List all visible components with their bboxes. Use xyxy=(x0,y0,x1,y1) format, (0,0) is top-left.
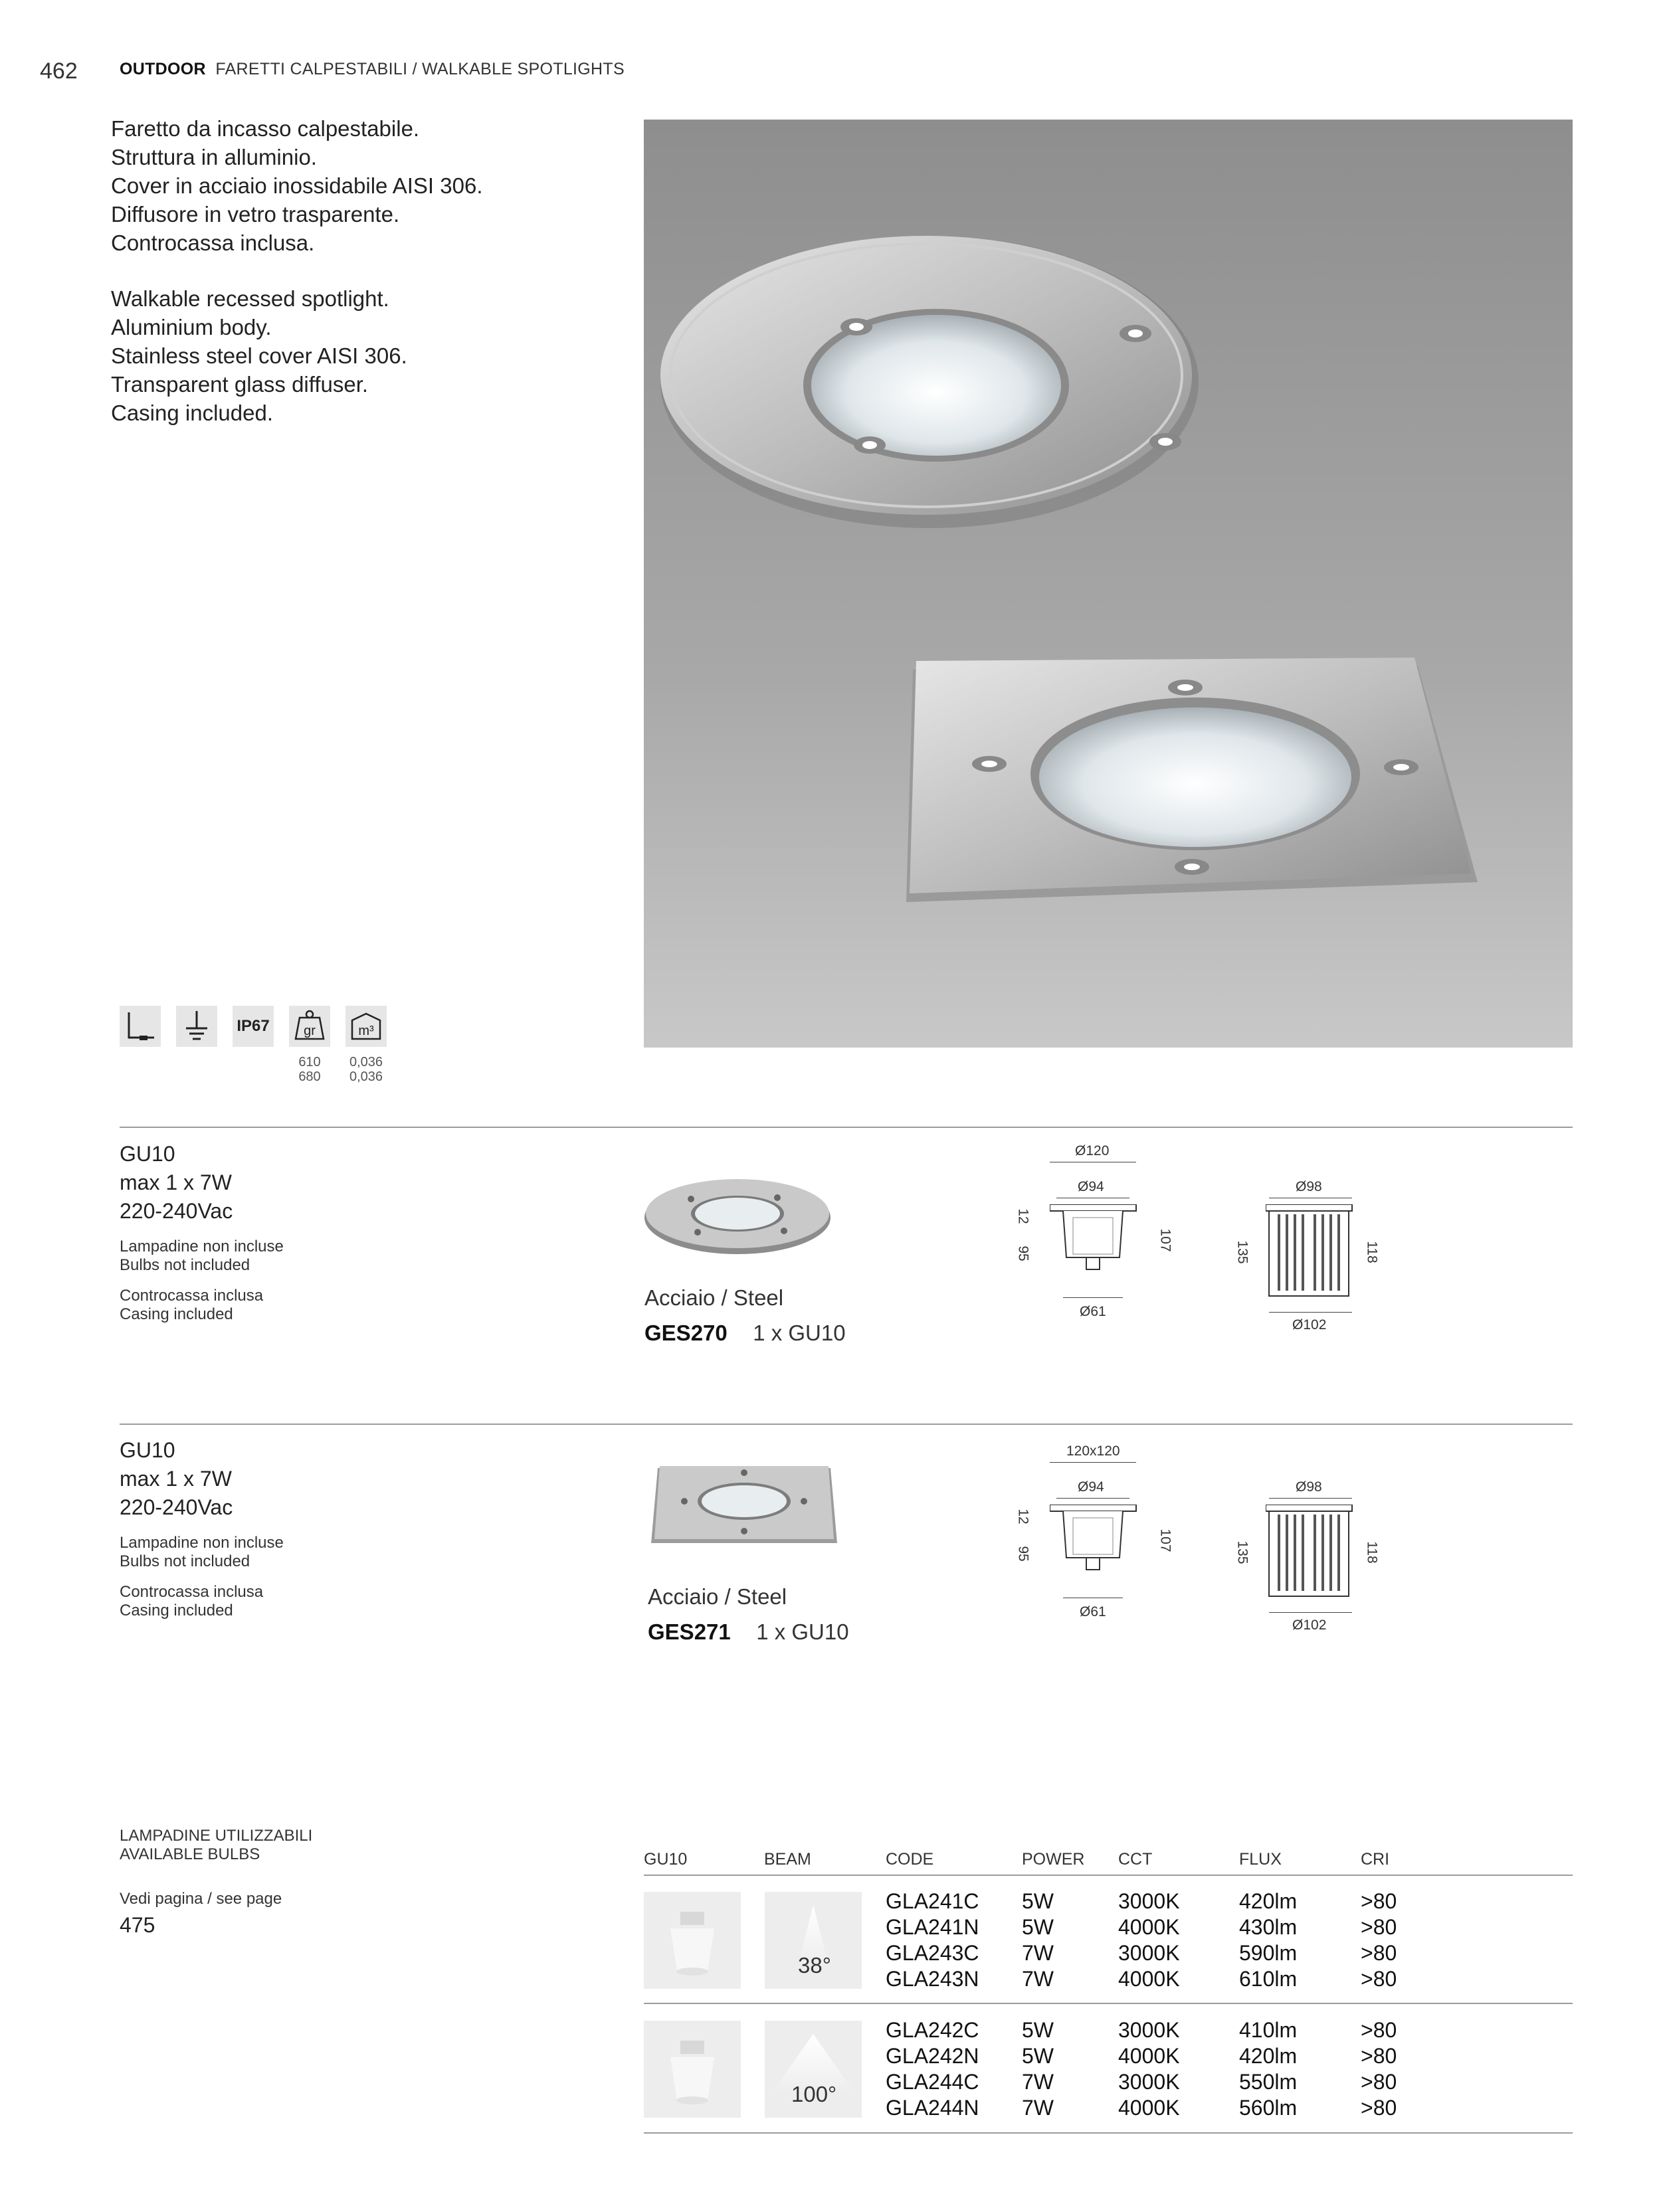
ground-icon xyxy=(176,1006,217,1047)
dim-casing-h1: 135 xyxy=(1234,1240,1250,1264)
dim-casing-h2: 118 xyxy=(1364,1241,1380,1263)
product-material: Acciaio / Steel xyxy=(648,1584,787,1609)
gu10-bulb-image xyxy=(644,1892,741,1989)
section-title: OUTDOOR xyxy=(120,60,206,78)
bulb-code: GLA241N xyxy=(886,1915,979,1939)
dim-casing-top: Ø98 xyxy=(1296,1479,1322,1495)
bulbs-page-ref[interactable]: 475 xyxy=(120,1913,155,1937)
col-header-cri: CRI xyxy=(1361,1850,1390,1869)
volume-values: 0,036 0,036 xyxy=(349,1055,383,1084)
bulb-fluxes: 410lm 420lm 550lm 560lm xyxy=(1239,2018,1298,2120)
bulb-ccts: 3000K 4000K 3000K 4000K xyxy=(1118,1889,1180,1991)
table-bottom-divider xyxy=(644,2132,1573,2134)
product-code-line xyxy=(644,1321,846,1346)
bulb-code: GLA243C xyxy=(886,1941,979,1965)
dim-h-body: 95 xyxy=(1015,1245,1031,1261)
gu10-bulb-image xyxy=(644,2021,741,2118)
beam-angle-38 xyxy=(765,1892,862,1989)
ip-rating-label: IP67 xyxy=(237,1017,270,1035)
bulb-code: GLA244N xyxy=(886,2096,979,2120)
product-quantity: 1 x GU10 xyxy=(756,1619,849,1644)
product-thumbnail-square xyxy=(648,1465,840,1551)
bulb-powers: 5W 5W 7W 7W xyxy=(1022,1889,1054,1991)
col-header-cct: CCT xyxy=(1118,1850,1153,1869)
table-group-divider xyxy=(644,2003,1573,2004)
bulb-codes xyxy=(886,1889,979,1992)
product-description xyxy=(111,114,483,454)
bulbs-title: LAMPADINE UTILIZZABILI AVAILABLE BULBS xyxy=(120,1827,313,1863)
dim-h-body: 95 xyxy=(1015,1546,1031,1562)
dim-casing-h2: 118 xyxy=(1364,1541,1380,1564)
beam-angle-100 xyxy=(765,2021,862,2118)
description-italian: Faretto da incasso calpestabile. Struttura in alluminio. Cover in acciaio inossidabile AISI 306. Diffusore in vetro trasparente. Controcassa inclusa. xyxy=(111,116,483,255)
dim-outer: Ø120 xyxy=(1075,1143,1110,1158)
bulb-fluxes: 420lm 430lm 590lm 610lm xyxy=(1239,1889,1298,1991)
divider xyxy=(120,1127,1573,1128)
recessed-icon xyxy=(120,1006,161,1047)
bulb-ccts: 3000K 4000K 3000K 4000K xyxy=(1118,2018,1180,2120)
col-header-beam: BEAM xyxy=(764,1850,811,1869)
table-header-divider xyxy=(644,1875,1573,1876)
bulb-codes xyxy=(886,2017,979,2121)
dim-casing-bottom: Ø102 xyxy=(1292,1617,1327,1633)
bulb-powers: 5W 5W 7W 7W xyxy=(1022,2018,1054,2120)
col-header-code: CODE xyxy=(886,1850,934,1869)
dim-casing-bottom: Ø102 xyxy=(1292,1317,1327,1333)
product-photo xyxy=(644,120,1573,1048)
dim-casing-top: Ø98 xyxy=(1296,1179,1322,1194)
weight-values: 610 680 xyxy=(298,1055,321,1084)
dim-bottom: Ø61 xyxy=(1080,1604,1106,1619)
bulb-code: GLA243N xyxy=(886,1967,979,1991)
section-subtitle: FARETTI CALPESTABILI / WALKABLE SPOTLIGHTS xyxy=(215,60,625,78)
beam-angle-label: 100° xyxy=(791,2082,837,2106)
volume-icon xyxy=(345,1006,387,1047)
description-english: Walkable recessed spotlight. Aluminium body. Stainless steel cover AISI 306. Transparent glass diffuser. Casing included. xyxy=(111,286,407,425)
bulb-code: GLA244C xyxy=(886,2070,979,2094)
page-header xyxy=(120,60,625,79)
page-number: 462 xyxy=(40,58,78,84)
product-thumbnail-round xyxy=(638,1172,837,1259)
product-code: GES271 xyxy=(648,1619,731,1644)
dim-h-top: 12 xyxy=(1015,1208,1031,1224)
col-header-power: POWER xyxy=(1022,1850,1085,1869)
product-spec: GU10 max 1 x 7W 220-240Vac Lampadine non incluse Bulbs not included Controcassa inclusa Casing included xyxy=(120,1438,284,1619)
product-code: GES270 xyxy=(644,1321,728,1345)
dim-inner: Ø94 xyxy=(1078,1179,1104,1194)
col-header-gu10: GU10 xyxy=(644,1850,688,1869)
bulb-code: GLA242N xyxy=(886,2044,979,2068)
dimension-drawing xyxy=(997,1433,1395,1645)
dim-inner: Ø94 xyxy=(1078,1479,1104,1495)
bulb-cris: >80 >80 >80 >80 xyxy=(1361,1889,1397,1991)
divider xyxy=(120,1424,1573,1425)
weight-unit: gr xyxy=(304,1024,316,1038)
product-quantity: 1 x GU10 xyxy=(753,1321,846,1345)
dim-h-top: 12 xyxy=(1015,1509,1031,1524)
bulb-code: GLA241C xyxy=(886,1889,979,1913)
weight-icon xyxy=(289,1006,330,1047)
col-header-flux: FLUX xyxy=(1239,1850,1282,1869)
bulb-code: GLA242C xyxy=(886,2018,979,2042)
dim-outer: 120x120 xyxy=(1066,1443,1120,1459)
dim-h-total: 107 xyxy=(1157,1228,1173,1252)
dim-h-total: 107 xyxy=(1157,1528,1173,1552)
product-material: Acciaio / Steel xyxy=(644,1285,784,1310)
volume-unit: m³ xyxy=(358,1024,374,1038)
product-code-line xyxy=(648,1619,849,1645)
product-spec: GU10 max 1 x 7W 220-240Vac Lampadine non incluse Bulbs not included Controcassa inclusa Casing included xyxy=(120,1142,284,1323)
beam-angle-label: 38° xyxy=(798,1953,831,1978)
bulbs-see-page: Vedi pagina / see page xyxy=(120,1890,282,1908)
bulb-cris: >80 >80 >80 >80 xyxy=(1361,2018,1397,2120)
dim-bottom: Ø61 xyxy=(1080,1304,1106,1319)
ip-rating-badge xyxy=(233,1006,274,1047)
dimension-drawing xyxy=(997,1133,1395,1345)
dim-casing-h1: 135 xyxy=(1234,1540,1250,1564)
